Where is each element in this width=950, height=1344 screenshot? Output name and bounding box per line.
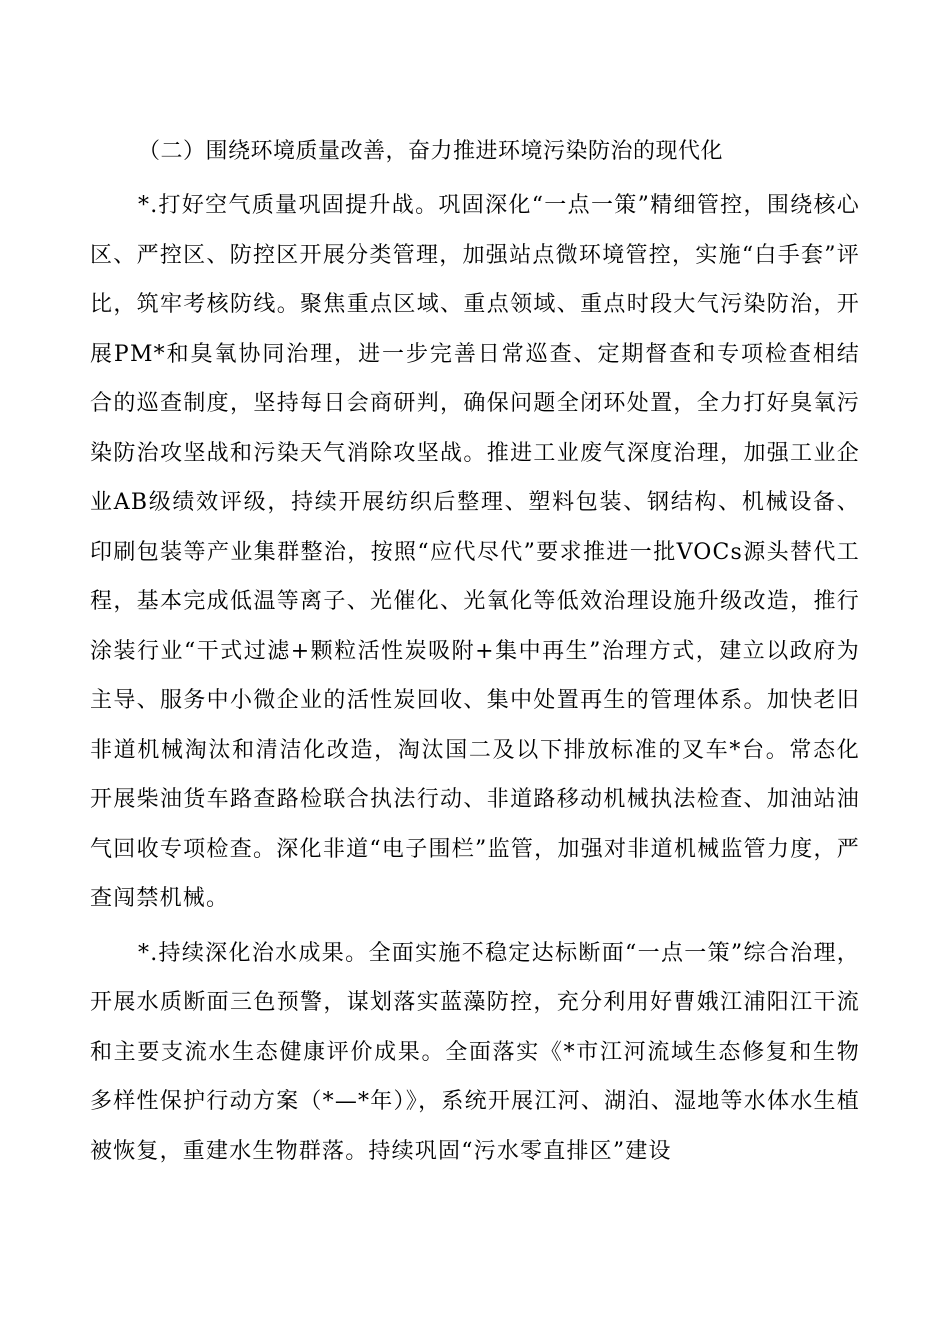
paragraph-air-quality: *.打好空气质量巩固提升战。巩固深化“一点一策”精细管控，围绕核心区、严控区、防控区开展分类管理，加强站点微环境管控，实施“白手套”评比，筑牢考核防线。聚焦重点区域、重点领域、重点时段大气污染防治，开展PM*和臭氧协同治理，进一步完善日常巡查、定期督查和专项检查相结合的巡查制度，坚持每日会商研判，确保问题全闭环处置，全力打好臭氧污染防治攻坚战和污染天气消除攻坚战。推进工业废气深度治理，加强工业企业AB级绩效评级，持续开展纺织后整理、塑料包装、钢结构、机械设备、印刷包装等产业集群整治，按照“应代尽代”要求推进一批VOCs源头替代工程，基本完成低温等离子、光催化、光氧化等低效治理设施升级改造，推行涂装行业“干式过滤+颗粒活性炭吸附+集中再生”治理方式，建立以政府为主导、服务中小微企业的活性炭回收、集中处置再生的管理体系。加快老旧非道机械淘汰和清洁化改造，淘汰国二及以下排放标准的叉车*台。常态化开展柴油货车路查路检联合执法行动、非道路移动机械执法检查、加油站油气回收专项检查。深化非道“电子围栏”监管，加强对非道机械监管力度，严查闯禁机械。 <box>90 193 860 911</box>
section-heading: （二）围绕环境质量改善，奋力推进环境污染防治的现代化 <box>138 139 724 164</box>
document-body <box>90 122 860 1176</box>
paragraph-water-treatment: *.持续深化治水成果。全面实施不稳定达标断面“一点一策”综合治理，开展水质断面三色预警，谋划落实蓝藻防控，充分利用好曹娥江浦阳江干流和主要支流水生态健康评价成果。全面落实《*市江河流域生态修复和生物多样性保护行动方案（*—*年）》，系统开展江河、湖泊、湿地等水体水生植被恢复，重建水生物群落。持续巩固“污水零直排区”建设 <box>90 940 860 1164</box>
